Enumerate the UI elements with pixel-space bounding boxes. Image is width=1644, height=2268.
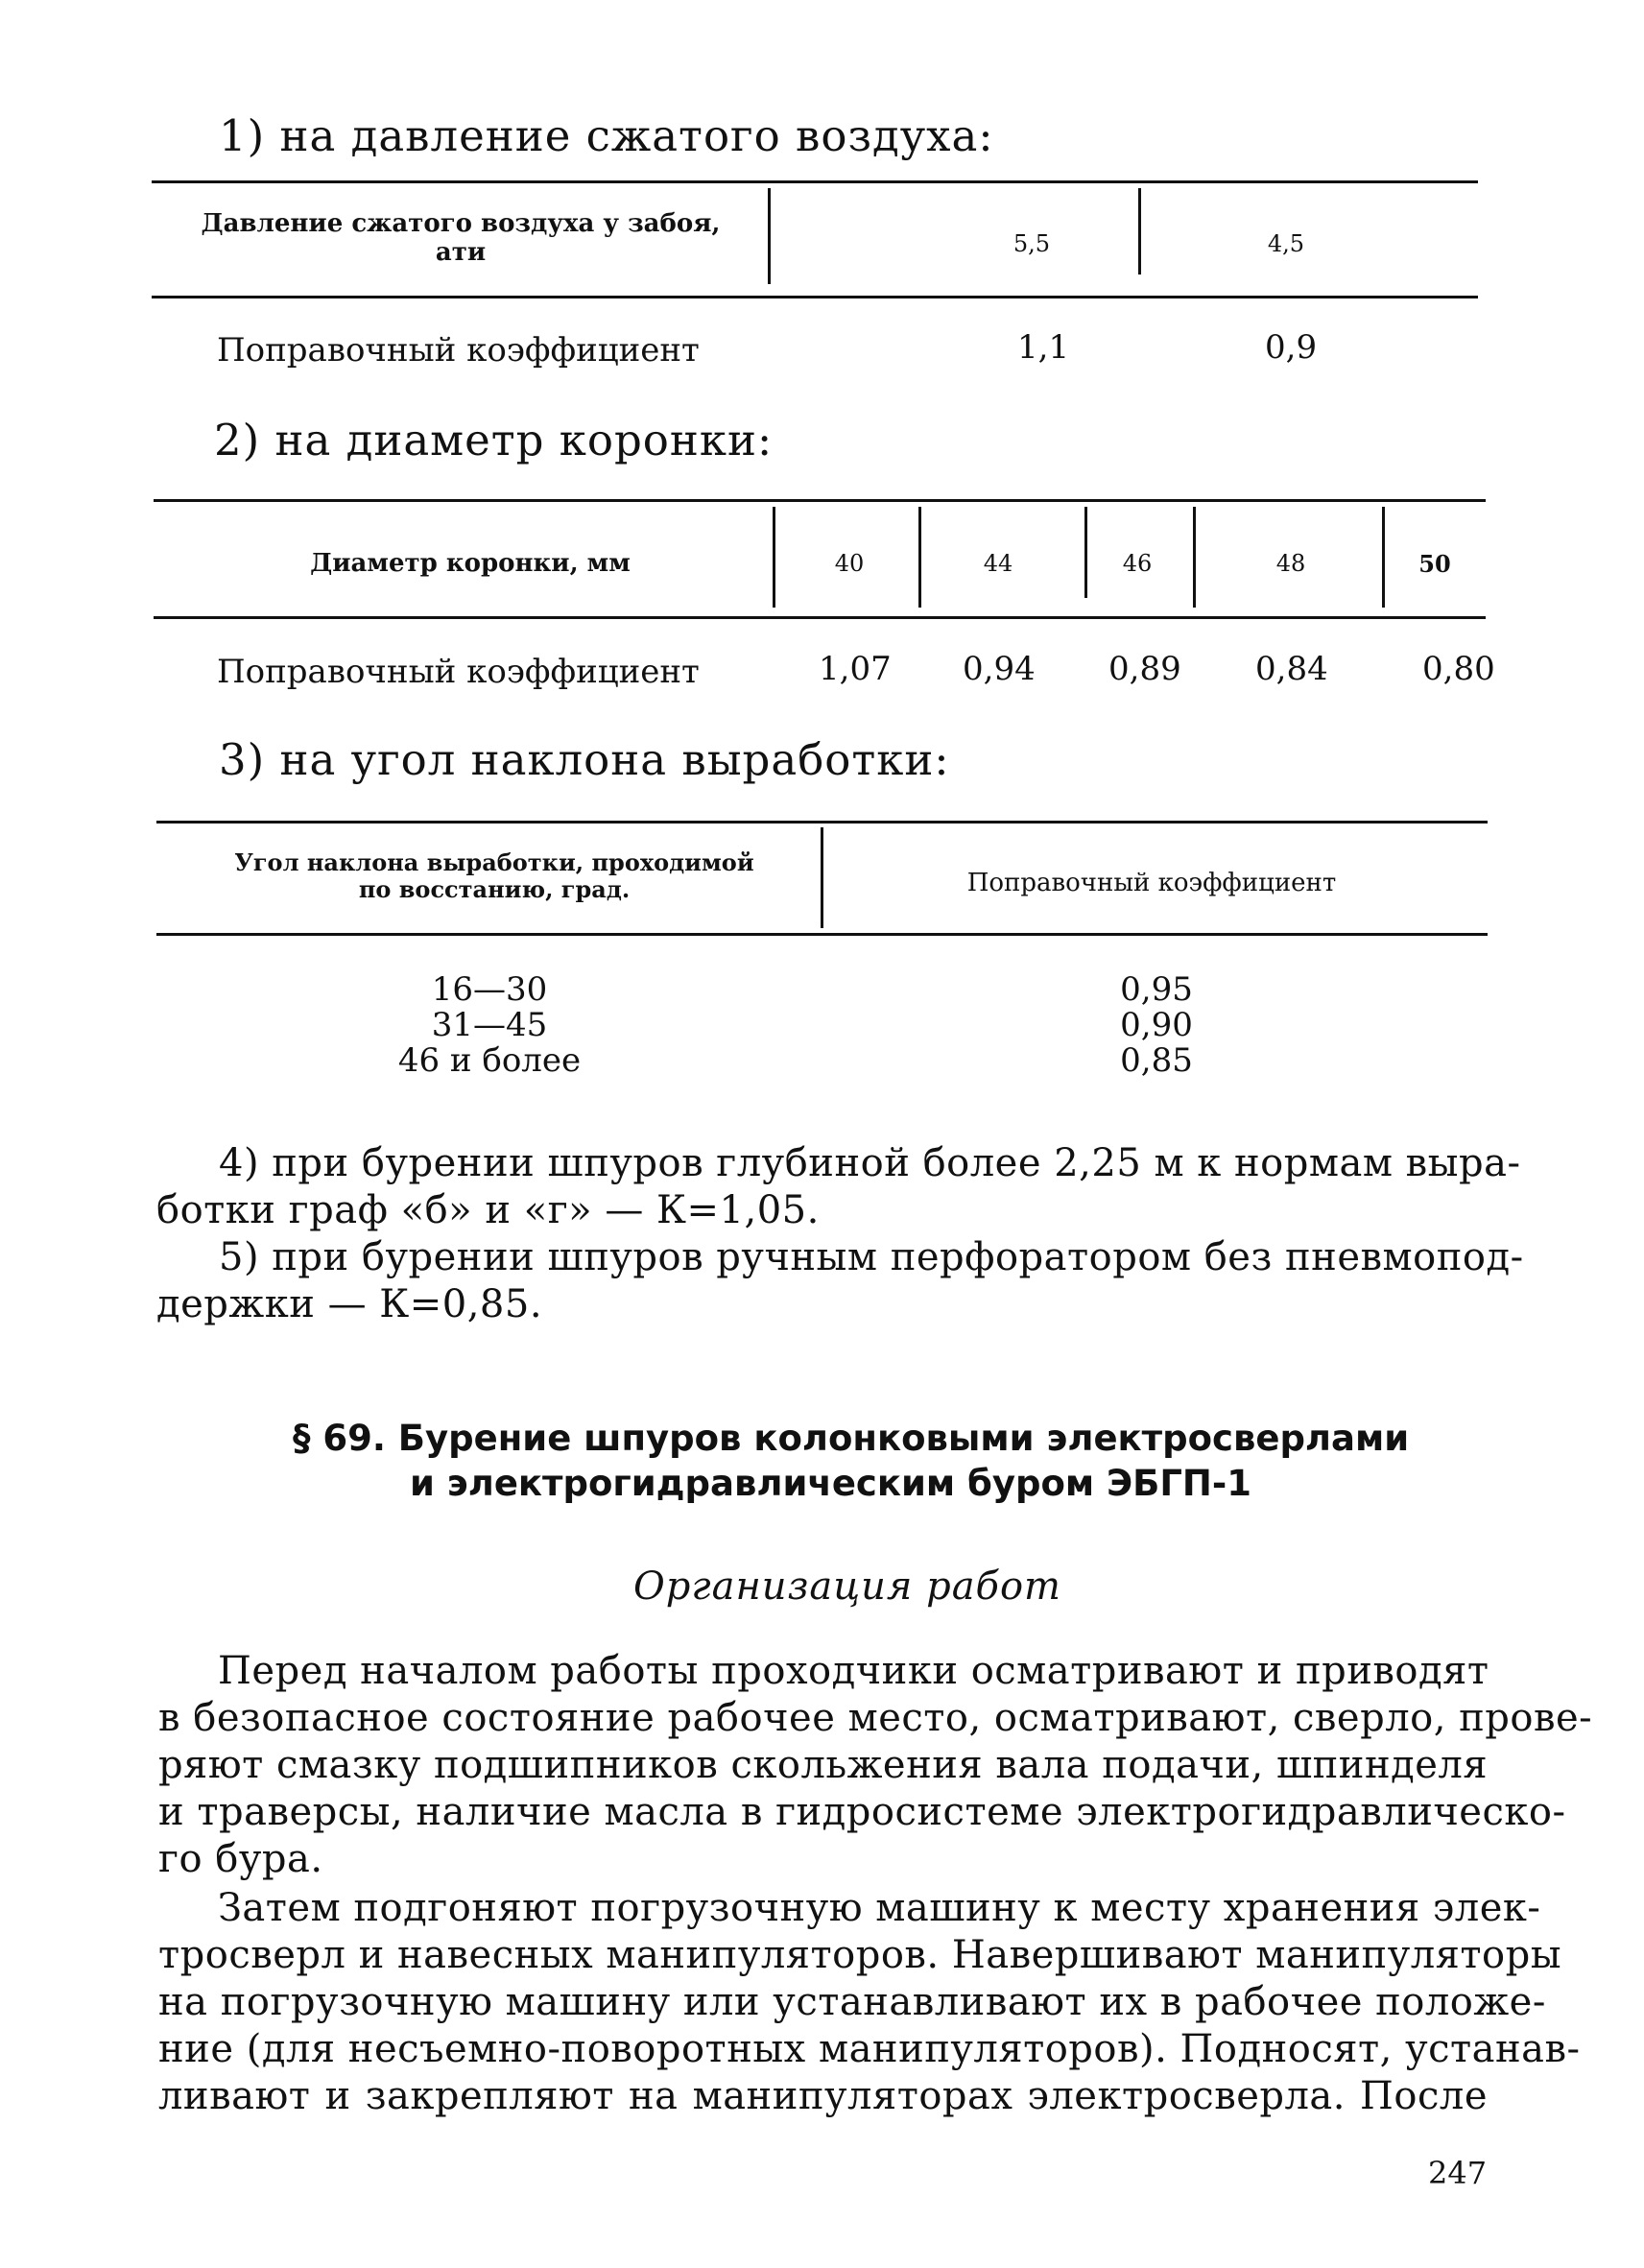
text-line: на погрузочную машину или устанавливают их в рабочее положе-	[158, 1980, 1546, 2024]
table1-top-rule	[152, 180, 1478, 183]
paragraph-1	[158, 1648, 1593, 1883]
table2-value: 0,84	[1255, 650, 1328, 688]
text-line: держки — К=0,85.	[156, 1282, 543, 1326]
text-line: ливают и закрепляют на манипуляторах электросверла. После	[158, 2074, 1488, 2118]
table2-header-rule	[154, 616, 1486, 619]
table3-coefficients	[1080, 972, 1233, 1079]
text-line: 4) при бурении шпуров глубиной более 2,25 м к нормам выра-	[219, 1141, 1521, 1185]
text-line: и траверсы, наличие масла в гидросистеме электрогидравлическо-	[158, 1790, 1566, 1834]
page-number: 247	[1428, 2155, 1488, 2191]
table2-value: 0,89	[1108, 650, 1181, 688]
table1-col-5-5: 5,5	[1013, 230, 1051, 257]
item3-heading: 3) на угол наклона выработки:	[219, 734, 950, 785]
table1-value: 0,9	[1265, 328, 1318, 367]
text-line: ботки граф «б» и «г» — К=1,05.	[156, 1188, 820, 1232]
table1-header-rule	[152, 296, 1478, 298]
section-subtitle: Организация работ	[633, 1564, 1061, 1609]
table2-value: 1,07	[819, 650, 892, 688]
paragraph-2	[158, 1885, 1581, 2120]
text-line: Затем подгоняют погрузочную машину к месту хранения элек-	[218, 1886, 1541, 1930]
table2-value: 0,94	[963, 650, 1036, 688]
table2-col: 46	[1122, 550, 1153, 577]
table1-divider	[768, 188, 771, 284]
table1-value: 1,1	[1017, 328, 1070, 367]
text-line: тросверл и навесных манипуляторов. Навершивают манипуляторы	[158, 1933, 1562, 1977]
table2-divider	[1084, 507, 1087, 598]
section-title-line: и электрогидравлическим буром ЭБГП-1	[410, 1463, 1251, 1504]
table2-divider	[773, 507, 775, 608]
table1-divider	[1138, 188, 1141, 275]
section-title-line: § 69. Бурение шпуров колонковыми электросверлами	[293, 1418, 1410, 1459]
table1-header-label: Давление сжатого воздуха у забоя, ати	[201, 209, 721, 267]
table2-col: 50	[1418, 550, 1451, 578]
text-line: 5) при бурении шпуров ручным перфоратором без пневмопод-	[219, 1235, 1524, 1279]
table2-divider	[918, 507, 921, 608]
table2-divider	[1382, 507, 1385, 608]
text-line: ние (для несъемно-поворотных манипуляторов). Подносят, устанав-	[158, 2027, 1581, 2071]
table2-col: 48	[1275, 550, 1306, 577]
table3-divider	[821, 827, 823, 928]
table2-header-label: Диаметр коронки, мм	[310, 549, 631, 578]
table1-col-4-5: 4,5	[1267, 230, 1305, 257]
section-title	[293, 1416, 1409, 1506]
table3-top-rule	[156, 821, 1488, 824]
table2-value: 0,80	[1422, 650, 1495, 688]
table3-angle: 46 и более	[397, 1041, 582, 1080]
text-line: ряют смазку подшипников скольжения вала подачи, шпинделя	[158, 1743, 1489, 1787]
table3-angles	[365, 972, 614, 1079]
table2-col: 44	[983, 550, 1013, 577]
item2-heading: 2) на диаметр коронки:	[214, 415, 774, 466]
table3-coefficient: 0,85	[1120, 1041, 1193, 1080]
table1-row-label: Поправочный коэффициент	[217, 331, 700, 370]
table3-angle: 16—30	[431, 970, 548, 1009]
table2-row-label: Поправочный коэффициент	[217, 653, 700, 691]
table3-coefficient: 0,90	[1120, 1006, 1193, 1044]
text-line: в безопасное состояние рабочее место, осматривают, сверло, прове-	[158, 1696, 1593, 1740]
table3-coefficient: 0,95	[1120, 970, 1193, 1009]
table3-header-right: Поправочный коэффициент	[966, 869, 1337, 897]
table3-header-left: Угол наклона выработки, проходимой по восстанию, град.	[234, 848, 754, 903]
table2-top-rule	[154, 499, 1486, 502]
table2-divider	[1193, 507, 1196, 608]
table3-angle: 31—45	[431, 1006, 548, 1044]
table2-col: 40	[834, 550, 865, 577]
text-line: Перед началом работы проходчики осматривают и приводят	[218, 1649, 1489, 1693]
table3-header-rule	[156, 933, 1488, 936]
text-line: го бура.	[158, 1837, 323, 1881]
item1-heading: 1) на давление сжатого воздуха:	[219, 110, 994, 161]
item4-paragraph	[156, 1140, 1524, 1328]
